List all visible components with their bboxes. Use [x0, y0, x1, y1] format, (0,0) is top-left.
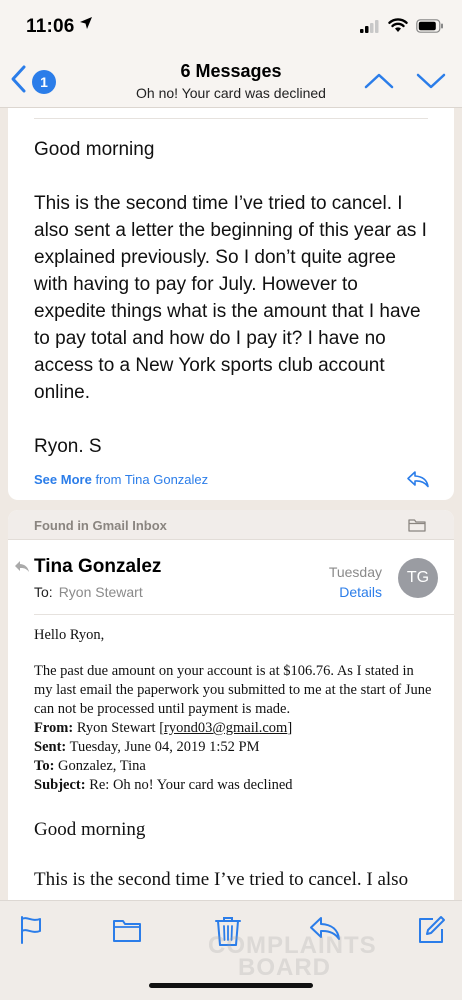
quoted-header: [34, 719, 434, 795]
battery-icon: [416, 19, 444, 38]
message-paragraph: Good morning: [34, 139, 155, 160]
see-more-label: See More: [34, 472, 92, 487]
quoted-subject: Subject: Re: Oh no! Your card was declined: [34, 777, 293, 793]
quoted-paragraph: This is the second time I’ve tried to cancel. I also: [34, 869, 409, 890]
folder-icon[interactable]: [408, 518, 426, 537]
email-greeting: Hello Ryon,: [34, 627, 105, 643]
unread-count-badge: 1: [32, 70, 56, 94]
flag-icon[interactable]: [18, 915, 44, 950]
message-body: [34, 136, 434, 460]
thread-subject: Oh no! Your card was declined: [136, 85, 326, 101]
recipient-name[interactable]: Ryon Stewart: [58, 584, 143, 600]
divider: [34, 614, 454, 615]
message-card: [8, 108, 454, 500]
watermark-logo: COMPLAINTS BOARD: [208, 932, 377, 981]
message-paragraph: This is the second time I’ve tried to cancel. I also sent a letter the beginning of this year as I explained previously. So I don’t quite agree with having to pay for July. However to expedite things what is the amount that I have to pay total and how do I pay it? I have no access to a New York sports club account online.: [34, 193, 427, 403]
compose-icon[interactable]: [416, 915, 446, 950]
previous-message-button[interactable]: [364, 72, 394, 95]
sender-name[interactable]: Tina Gonzalez: [34, 556, 162, 577]
message-date: Tuesday: [328, 564, 382, 580]
status-bar: [0, 0, 462, 52]
message-card: [8, 510, 454, 910]
to-label: To:: [34, 584, 53, 600]
folder-icon[interactable]: [112, 915, 142, 950]
mailbox-banner: [8, 510, 454, 540]
see-more-from: from Tina Gonzalez: [95, 472, 209, 487]
see-more-link[interactable]: [34, 472, 208, 487]
location-arrow-icon: [79, 16, 93, 35]
navigation-bar: [0, 52, 462, 108]
email-paragraph: The past due amount on your account is at $106.76. As I stated in my last email the paperwork you submitted to me at the start of June can not be processed until payment is made.: [34, 663, 432, 717]
status-time: 11:06: [26, 16, 75, 37]
replied-indicator-icon: [14, 560, 30, 578]
quoted-greeting: Good morning: [34, 819, 146, 840]
details-link[interactable]: Details: [339, 584, 382, 600]
recipient-line: [34, 584, 143, 600]
cellular-signal-icon: [360, 19, 380, 38]
status-indicators: [360, 18, 444, 38]
found-in-label: Found in Gmail Inbox: [34, 518, 167, 533]
quoted-to: To: Gonzalez, Tina: [34, 758, 146, 774]
avatar[interactable]: TG: [398, 558, 438, 598]
wifi-icon: [388, 18, 408, 38]
divider: [34, 118, 428, 119]
message-body: [34, 626, 434, 893]
home-indicator[interactable]: [149, 983, 313, 988]
quoted-from: From: Ryon Stewart [ryond03@gmail.com]: [34, 720, 293, 736]
next-message-button[interactable]: [416, 72, 446, 95]
message-signature: Ryon. S: [34, 436, 102, 457]
thread-message-count: 6 Messages: [180, 61, 282, 81]
quoted-sent: Sent: Tuesday, June 04, 2019 1:52 PM: [34, 739, 260, 755]
reply-icon[interactable]: [406, 470, 430, 493]
email-address-link[interactable]: ryond03@gmail.com: [164, 720, 288, 736]
